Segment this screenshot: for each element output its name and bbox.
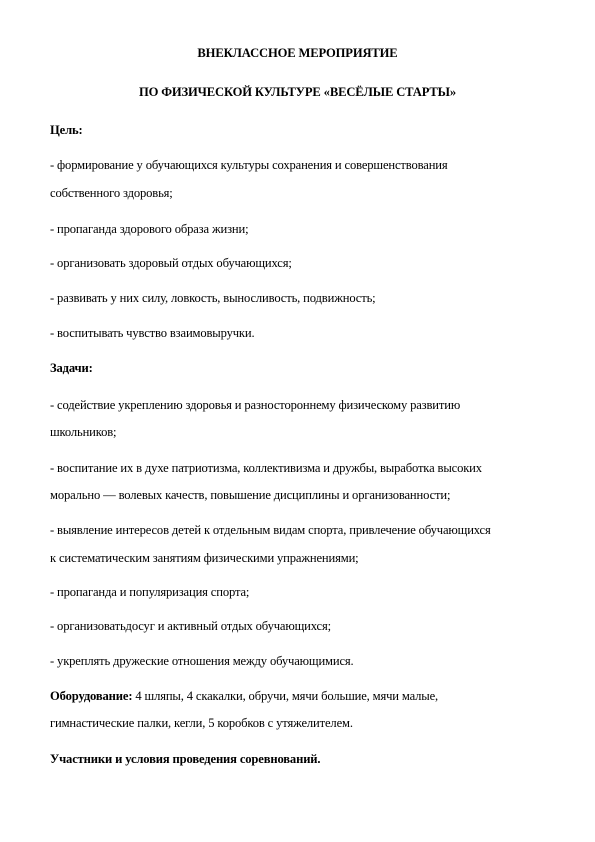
tasks-heading: Задачи: (50, 361, 93, 375)
task-line: - пропаганда и популяризация спорта; (50, 585, 250, 599)
equipment-line (50, 688, 550, 704)
goal-line: - пропаганда здорового образа жизни; (50, 222, 249, 236)
title-line-2: ПО ФИЗИЧЕСКОЙ КУЛЬТУРЕ «ВЕСЁЛЫЕ СТАРТЫ» (138, 85, 457, 99)
task-line: - воспитание их в духе патриотизма, коллективизма и дружбы, выработка высоких (50, 461, 482, 475)
goal-heading: Цель: (50, 123, 83, 137)
task-line: - выявление интересов детей к отдельным видам спорта, привлечение обучающихся (50, 523, 491, 537)
task-line: школьников; (50, 425, 117, 439)
goal-line: - формирование у обучающихся культуры сохранения и совершенствования (50, 158, 448, 172)
task-line: морально — волевых качеств, повышение дисциплины и организованности; (50, 488, 451, 502)
equipment-line-2: гимнастические палки, кегли, 5 коробков с утяжелителем. (50, 716, 353, 730)
goal-line: - воспитывать чувство взаимовыручки. (50, 326, 255, 340)
equipment-label: Оборудование: (50, 689, 133, 703)
task-line: - содействие укреплению здоровья и разностороннему физическому развитию (50, 398, 461, 412)
equipment-text: 4 шляпы, 4 скакалки, обручи, мячи большие, мячи малые, (132, 689, 439, 703)
goal-line: - организовать здоровый отдых обучающихся; (50, 256, 292, 270)
participants-heading: Участники и условия проведения соревнований. (50, 752, 321, 766)
goal-line: - развивать у них силу, ловкость, выносливость, подвижность; (50, 291, 376, 305)
goal-line: собственного здоровья; (50, 186, 173, 200)
task-line: к систематическим занятиям физическими упражнениями; (50, 551, 359, 565)
task-line: - организоватьдосуг и активный отдых обучающихся; (50, 619, 331, 633)
task-line: - укреплять дружеские отношения между обучающимися. (50, 654, 354, 668)
title-line-1: ВНЕКЛАССНОЕ МЕРОПРИЯТИЕ (197, 46, 398, 60)
